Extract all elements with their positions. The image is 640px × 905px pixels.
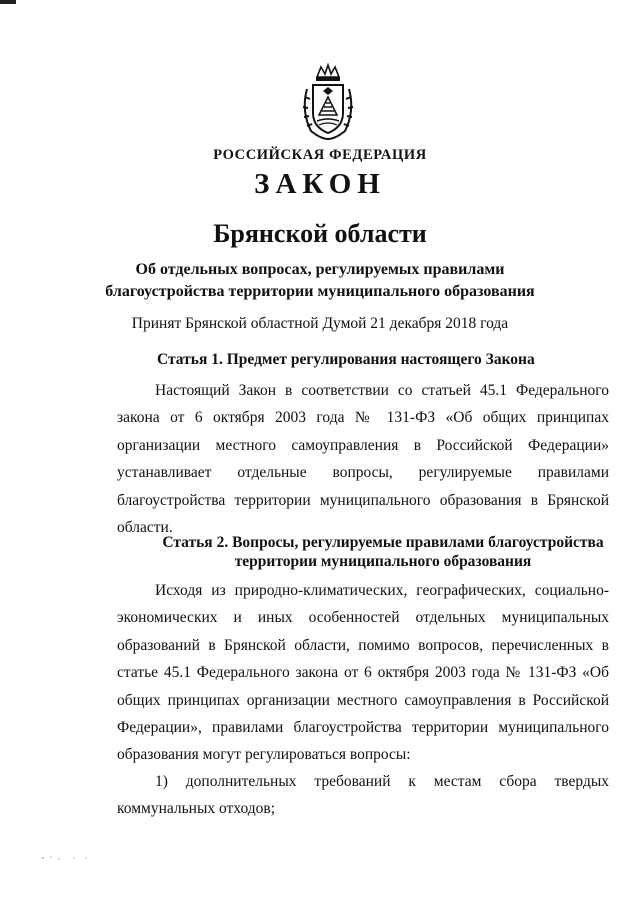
scan-noise: [40, 855, 92, 861]
article-2-heading-line-2: территории муниципального образования: [234, 553, 532, 570]
country-name: РОССИЙСКАЯ ФЕДЕРАЦИЯ: [213, 147, 427, 163]
bryansk-coat-of-arms-icon: [297, 63, 359, 141]
law-subtitle: [0, 259, 640, 303]
article-1-text: Настоящий Закон в соответствии со статьей 45.1 Федерального закона от 6 октября 2003 года № 131-ФЗ «Об общих принципах организации местного самоуправления в Российской Федерации» устанавливает отдельные вопросы, регулируемые правилами благоустройства территории муниципального образования в Брянской области.: [117, 382, 609, 537]
article-1-heading: Статья 1. Предмет регулирования настоящего Закона: [157, 351, 535, 368]
article-2-item-1: 1) дополнительных требований к местам сбора твердых коммунальных отходов;: [117, 773, 609, 818]
article-2-text: Исходя из природно-климатических, географических, социально-экономических и иных особенностей отдельных муниципальных образований в Брянской области, помимо вопросов, перечисленных в статье 45.1 Федерального закона от 6 октября 2003 года № 131-ФЗ «Об общих принципах организации местного самоуправления в Российской Федерации», правилами благоустройства территории муниципального образования могут регулироваться вопросы:: [117, 582, 609, 764]
region-name: Брянской области: [213, 219, 427, 248]
scan-artifact: [0, 0, 16, 4]
document-type: ЗАКОН: [254, 168, 386, 200]
article-2-heading-line-1: Статья 2. Вопросы, регулируемые правилами благоустройства: [162, 534, 604, 551]
article-2-heading: [158, 533, 608, 571]
law-subtitle-line-1: Об отдельных вопросах, регулируемых правилами: [135, 261, 505, 278]
law-subtitle-line-2: благоустройства территории муниципального образования: [105, 283, 535, 300]
adoption-statement: Принят Брянской областной Думой 21 декабря 2018 года: [131, 315, 509, 332]
